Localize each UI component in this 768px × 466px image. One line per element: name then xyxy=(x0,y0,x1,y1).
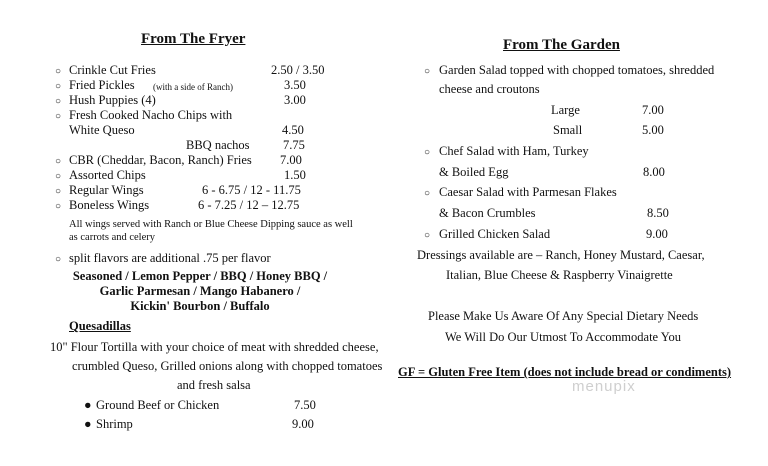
menu-item-price: 2.50 / 3.50 xyxy=(271,63,325,77)
bullet-icon: ○ xyxy=(424,66,431,77)
size-label: Small xyxy=(553,123,583,137)
menu-item-name: Shrimp xyxy=(96,417,133,431)
size-label: Large xyxy=(551,103,580,117)
menu-item-price: 3.50 xyxy=(284,78,306,92)
menu-item-price: 8.50 xyxy=(647,206,669,220)
menu-item-price: 5.00 xyxy=(642,123,664,137)
fryer-title: From The Fryer xyxy=(141,31,246,47)
bullet-icon: ○ xyxy=(55,201,62,212)
bullet-icon: ○ xyxy=(55,186,62,197)
menu-item-price: 6 - 7.25 / 12 – 12.75 xyxy=(198,198,300,212)
bullet-icon: ○ xyxy=(55,156,62,167)
menu-item-price: 7.00 xyxy=(280,153,302,167)
menu-item-name: Fried Pickles xyxy=(69,78,135,92)
flavor-line: Seasoned / Lemon Pepper / BBQ / Honey BBQ / xyxy=(72,269,328,283)
menu-item-name: Chef Salad with Ham, Turkey xyxy=(439,144,589,158)
menu-item-note: (with a side of Ranch) xyxy=(153,82,233,92)
menu-item-price: 1.50 xyxy=(284,168,306,182)
quesadilla-desc: and fresh salsa xyxy=(177,378,251,392)
bullet-icon: ○ xyxy=(55,66,62,77)
menu-item-name-line2: & Boiled Egg xyxy=(439,165,509,179)
bullet-icon: ○ xyxy=(55,254,62,265)
bullet-dot-icon: ● xyxy=(84,398,92,412)
dressings-note: Dressings available are – Ranch, Honey Mustard, Caesar, xyxy=(417,248,705,262)
flavor-list xyxy=(40,269,360,314)
menu-item-price: 7.00 xyxy=(642,103,664,117)
menu-item-name: Regular Wings xyxy=(69,183,144,197)
menu-item-price: 3.00 xyxy=(284,93,306,107)
bullet-icon: ○ xyxy=(424,188,431,199)
bullet-icon: ○ xyxy=(55,171,62,182)
watermark-logo: menupix xyxy=(572,378,636,395)
menu-item-name: Ground Beef or Chicken xyxy=(96,398,220,412)
bullet-dot-icon: ● xyxy=(84,417,92,431)
menu-item-sub: BBQ nachos xyxy=(186,138,250,152)
bullet-icon: ○ xyxy=(55,96,62,107)
menu-item-name: Garden Salad topped with chopped tomatoes, shredded xyxy=(439,63,715,77)
split-flavors-note: split flavors are additional .75 per flavor xyxy=(69,251,271,265)
menu-item-price: 4.50 xyxy=(282,123,304,137)
dietary-note: Please Make Us Aware Of Any Special Dietary Needs xyxy=(428,309,699,323)
quesadillas-title: Quesadillas xyxy=(69,319,131,333)
flavor-line: Garlic Parmesan / Mango Habanero / xyxy=(99,284,301,298)
bullet-icon: ○ xyxy=(55,111,62,122)
menu-item-price: 9.00 xyxy=(292,417,314,431)
menu-item-name: Boneless Wings xyxy=(69,198,150,212)
menu-item-price: 7.50 xyxy=(294,398,316,412)
flavor-line: Kickin' Bourbon / Buffalo xyxy=(130,299,270,313)
menu-item-name: Grilled Chicken Salad xyxy=(439,227,551,241)
menu-item-name: Hush Puppies (4) xyxy=(69,93,156,107)
quesadilla-desc: 10" Flour Tortilla with your choice of meat with shredded cheese, xyxy=(50,340,379,354)
menu-item-name-line2: White Queso xyxy=(69,123,135,137)
menu-item-name-line2: & Bacon Crumbles xyxy=(439,206,536,220)
menu-item-price: 7.75 xyxy=(283,138,305,152)
dietary-note: We Will Do Our Utmost To Accommodate You xyxy=(445,330,682,344)
menu-item-name: CBR (Cheddar, Bacon, Ranch) Fries xyxy=(69,153,252,167)
menu-item-name-line2: cheese and croutons xyxy=(439,82,540,96)
menu-item-price: 6 - 6.75 / 12 - 11.75 xyxy=(202,183,301,197)
menu-item-name: Caesar Salad with Parmesan Flakes xyxy=(439,185,617,199)
menu-item-name: Crinkle Cut Fries xyxy=(69,63,156,77)
wings-note: All wings served with Ranch or Blue Cheese Dipping sauce as well as carrots and celery xyxy=(69,219,353,243)
menu-item-price: 9.00 xyxy=(646,227,668,241)
dressings-note: Italian, Blue Cheese & Raspberry Vinaigrette xyxy=(446,268,673,282)
bullet-icon: ○ xyxy=(424,147,431,158)
bullet-icon: ○ xyxy=(55,81,62,92)
menu-item-price: 8.00 xyxy=(643,165,665,179)
quesadilla-desc: crumbled Queso, Grilled onions along with chopped tomatoes xyxy=(72,359,383,373)
bullet-icon: ○ xyxy=(424,230,431,241)
menu-item-name: Assorted Chips xyxy=(69,168,146,182)
gluten-free-note: GF = Gluten Free Item (does not include bread or condiments) xyxy=(398,365,732,379)
menu-item-name: Fresh Cooked Nacho Chips with xyxy=(69,108,233,122)
garden-title: From The Garden xyxy=(503,37,620,53)
